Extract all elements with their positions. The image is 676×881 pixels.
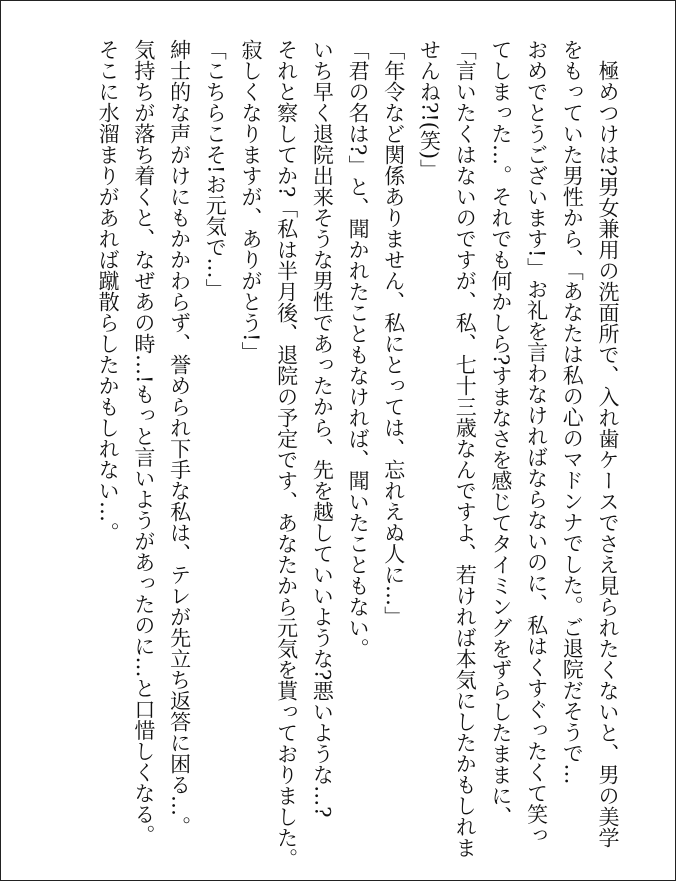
text-line: それと察してか?「私は半月後、退院の予定です、あなたから元気を貰っておりました。 xyxy=(274,39,299,870)
text-line: てしまった…。それでも何かしら?すまなさを感じてタイミングをずらしたままに、 xyxy=(488,39,513,828)
text-line: 「言いたくはないのですが、私、七十三歳なんですよ、若ければ本気にしたかもしれま xyxy=(453,39,478,858)
text-line: 「君の名は?」と、聞かれたこともなければ、聞いたこともない。 xyxy=(346,39,371,660)
text-line: をもっていた男性から、「あなたは私の心のマドンナでした。ご退院だそうで… xyxy=(560,39,585,785)
text-line: 紳士的な声がけにもかかわらず、誉められ下手な私は、テレが先立ち返答に困る…。 xyxy=(167,39,192,837)
text-line: 寂しくなりますが、ありがとう!」 xyxy=(238,39,263,363)
text-line: いち早く退院出来そうな男性であったから、先を越していいような?悪いような…? xyxy=(310,39,335,818)
vertical-text-body xyxy=(89,39,625,870)
text-line: おめでとうございます!」お礼を言わなければならないのに、私はくすぐったくて笑っ xyxy=(524,39,549,846)
text-line: 極めつけは?男女兼用の洗面所で、入れ歯ケースでさえ見られたくないと、男の美学 xyxy=(596,39,620,849)
text-line: せんね?!(笑)」 xyxy=(417,39,442,181)
text-line: 「年令など関係ありません、私にとっては、忘れえぬ人に…」 xyxy=(381,39,406,627)
text-line: 「こちらこそ!お元気で…」 xyxy=(203,39,228,300)
text-line: そこに水溜まりがあれば蹴散らしたかもしれない…。 xyxy=(96,39,121,543)
text-line: 気持ちが落ち着くと、なぜあの時…!もっと言いようがあったのに…と口惜しくなる。 xyxy=(131,39,156,846)
